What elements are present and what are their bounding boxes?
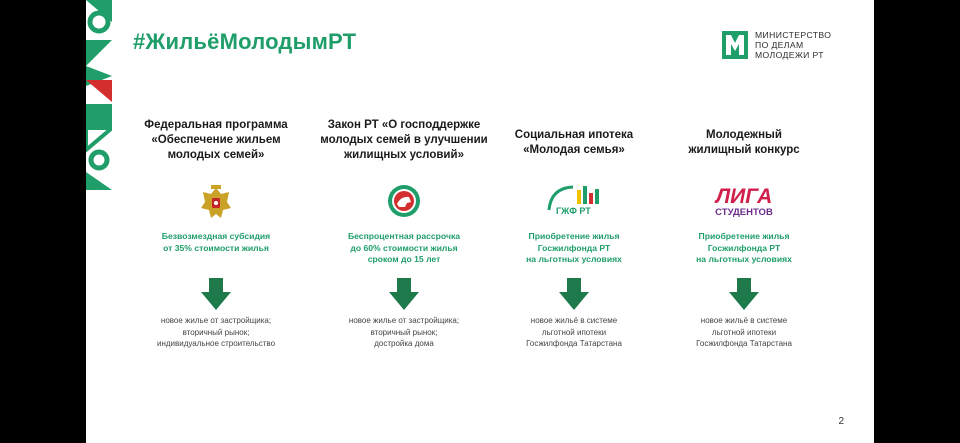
program-details: новое жильё в системе льготной ипотеки Госжилфонда Татарстана — [526, 316, 622, 348]
svg-text:ЛИГА: ЛИГА — [715, 185, 773, 208]
program-heading: Социальная ипотека «Молодая семья» — [514, 129, 634, 156]
program-column-social-mortgage — [489, 0, 659, 443]
program-heading: Молодежный жилищный конкурс — [688, 129, 800, 156]
page-number: 2 — [838, 416, 844, 427]
program-benefit: Беспроцентная рассрочка до 60% стоимости жилья сроком до 15 лет — [347, 231, 461, 264]
program-details: новое жилье от застройщика; вторичный рынок; достройка дома — [348, 316, 460, 348]
arrow-down-icon — [729, 278, 759, 310]
svg-text:ГЖФ РТ: ГЖФ РТ — [556, 206, 591, 216]
liga-studentov-logo-icon — [707, 184, 781, 218]
tatarstan-emblem-icon — [387, 184, 421, 218]
svg-text:СТУДЕНТОВ: СТУДЕНТОВ — [715, 207, 773, 218]
gzhf-logo-icon — [543, 184, 605, 216]
program-column-rt-law — [319, 0, 489, 443]
program-benefit: Приобретение жилья Госжилфонда РТ на льготных условиях — [526, 231, 622, 264]
decorative-pattern-icon — [86, 0, 112, 190]
program-column-federal — [131, 0, 301, 443]
program-details: новое жилье от застройщика; вторичный рынок; индивидуальное строительство — [156, 316, 276, 348]
russia-coat-of-arms-icon — [199, 184, 233, 222]
arrow-down-icon — [389, 278, 419, 310]
program-heading: Закон РТ «О господдержке молодых семей в улучшении жилищных условий» — [320, 119, 488, 161]
arrow-down-icon — [559, 278, 589, 310]
program-benefit: Безвозмездная субсидия от 35% стоимости жилья — [161, 231, 271, 253]
ministry-name: МИНИСТЕРСТВО ПО ДЕЛАМ МОЛОДЕЖИ РТ — [755, 30, 832, 61]
program-details: новое жильё в системе льготной ипотеки Госжилфонда Татарстана — [696, 316, 792, 348]
slide — [86, 0, 874, 443]
program-benefit: Приобретение жилья Госжилфонда РТ на льготных условиях — [696, 231, 792, 264]
program-column-youth-contest — [659, 0, 829, 443]
program-heading: Федеральная программа «Обеспечение жильем молодых семей» — [144, 119, 288, 161]
arrow-down-icon — [201, 278, 231, 310]
page-title: #ЖильёМолодымРТ — [133, 29, 357, 54]
